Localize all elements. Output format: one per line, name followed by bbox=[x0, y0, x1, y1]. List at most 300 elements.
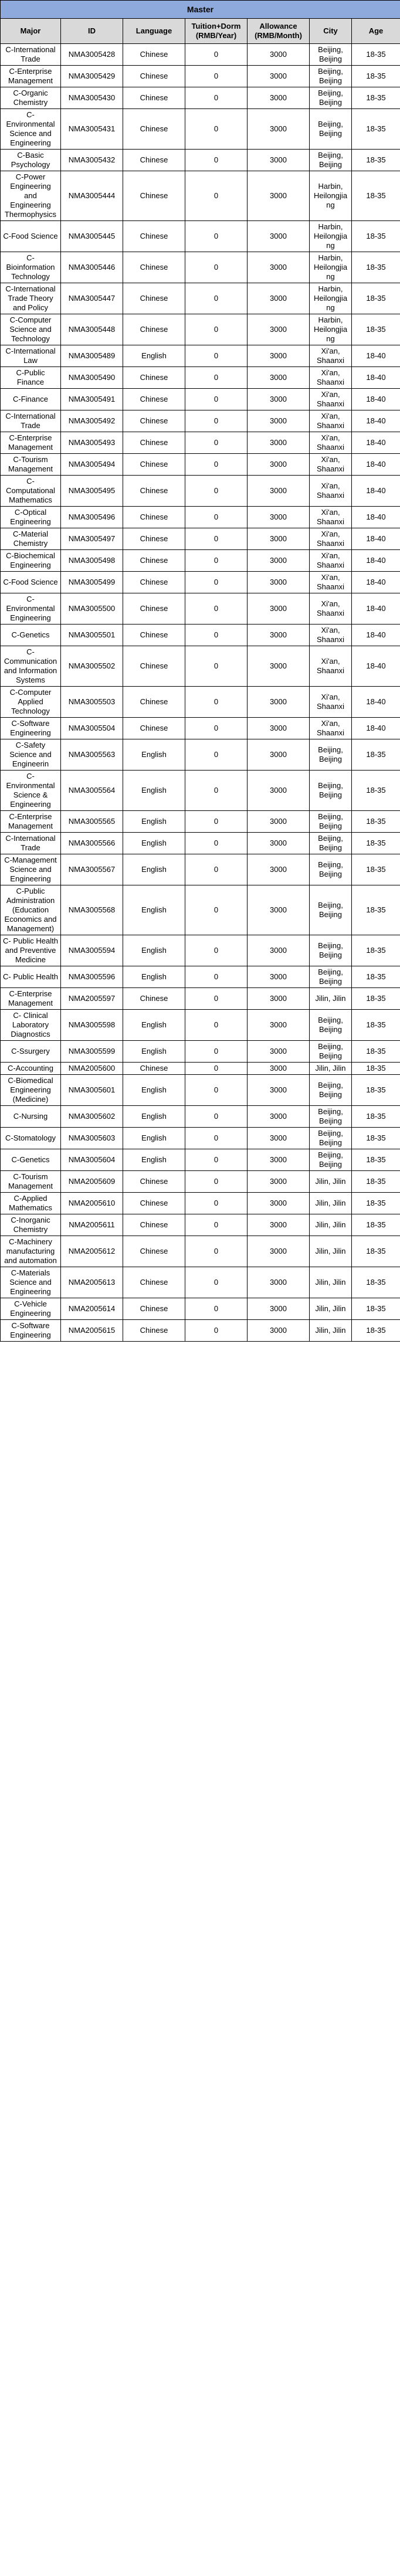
city-cell: Jilin, Jilin bbox=[310, 988, 352, 1010]
city-cell: Beijing, Beijing bbox=[310, 935, 352, 966]
id-cell: NMA3005447 bbox=[61, 283, 123, 314]
table-row bbox=[1, 1010, 400, 1041]
age-cell: 18-35 bbox=[352, 966, 400, 988]
major-cell: C-Environmental Science & Engineering bbox=[1, 771, 61, 811]
allowance-cell: 3000 bbox=[248, 811, 310, 833]
age-cell: 18-40 bbox=[352, 367, 400, 389]
major-cell: C-Bioinformation Technology bbox=[1, 252, 61, 283]
age-cell: 18-35 bbox=[352, 87, 400, 109]
id-cell: NMA3005432 bbox=[61, 150, 123, 171]
id-cell: NMA2005610 bbox=[61, 1193, 123, 1214]
header-id: ID bbox=[61, 19, 123, 44]
table-row bbox=[1, 854, 400, 885]
city-cell: Jilin, Jilin bbox=[310, 1320, 352, 1342]
table-row bbox=[1, 283, 400, 314]
language-cell: English bbox=[123, 854, 185, 885]
age-cell: 18-35 bbox=[352, 885, 400, 935]
header-allowance: Allowance (RMB/Month) bbox=[248, 19, 310, 44]
city-cell: Harbin, Heilongjiang bbox=[310, 252, 352, 283]
major-cell: C-Genetics bbox=[1, 1149, 61, 1171]
allowance-cell: 3000 bbox=[248, 833, 310, 854]
allowance-cell: 3000 bbox=[248, 1214, 310, 1236]
tuition-cell: 0 bbox=[185, 66, 248, 87]
table-row bbox=[1, 1214, 400, 1236]
tuition-cell: 0 bbox=[185, 625, 248, 646]
table-row bbox=[1, 833, 400, 854]
table-row bbox=[1, 1128, 400, 1149]
id-cell: NMA3005494 bbox=[61, 454, 123, 476]
table-row bbox=[1, 1171, 400, 1193]
id-cell: NMA2005613 bbox=[61, 1267, 123, 1298]
age-cell: 18-35 bbox=[352, 283, 400, 314]
tuition-cell: 0 bbox=[185, 252, 248, 283]
language-cell: English bbox=[123, 345, 185, 367]
age-cell: 18-35 bbox=[352, 771, 400, 811]
age-cell: 18-40 bbox=[352, 476, 400, 507]
city-cell: Beijing, Beijing bbox=[310, 1106, 352, 1128]
language-cell: Chinese bbox=[123, 410, 185, 432]
city-cell: Beijing, Beijing bbox=[310, 44, 352, 66]
age-cell: 18-35 bbox=[352, 314, 400, 345]
id-cell: NMA3005594 bbox=[61, 935, 123, 966]
allowance-cell: 3000 bbox=[248, 988, 310, 1010]
major-cell: C-Enterprise Management bbox=[1, 811, 61, 833]
id-cell: NMA3005598 bbox=[61, 1010, 123, 1041]
age-cell: 18-35 bbox=[352, 1193, 400, 1214]
city-cell: Xi'an, Shaanxi bbox=[310, 646, 352, 687]
id-cell: NMA3005431 bbox=[61, 109, 123, 150]
header-row bbox=[1, 19, 400, 44]
tuition-cell: 0 bbox=[185, 811, 248, 833]
tuition-cell: 0 bbox=[185, 1063, 248, 1075]
language-cell: English bbox=[123, 1041, 185, 1063]
tuition-cell: 0 bbox=[185, 345, 248, 367]
city-cell: Beijing, Beijing bbox=[310, 833, 352, 854]
allowance-cell: 3000 bbox=[248, 345, 310, 367]
language-cell: Chinese bbox=[123, 625, 185, 646]
id-cell: NMA3005604 bbox=[61, 1149, 123, 1171]
language-cell: Chinese bbox=[123, 988, 185, 1010]
age-cell: 18-35 bbox=[352, 109, 400, 150]
tuition-cell: 0 bbox=[185, 171, 248, 221]
table-row bbox=[1, 87, 400, 109]
major-cell: C-Machinery manufacturing and automation bbox=[1, 1236, 61, 1267]
major-cell: C-Computer Applied Technology bbox=[1, 687, 61, 718]
id-cell: NMA2005600 bbox=[61, 1063, 123, 1075]
allowance-cell: 3000 bbox=[248, 389, 310, 410]
major-cell: C-International Trade bbox=[1, 833, 61, 854]
tuition-cell: 0 bbox=[185, 1298, 248, 1320]
tuition-cell: 0 bbox=[185, 221, 248, 252]
allowance-cell: 3000 bbox=[248, 572, 310, 593]
id-cell: NMA3005499 bbox=[61, 572, 123, 593]
major-cell: C-Stomatology bbox=[1, 1128, 61, 1149]
major-cell: C-Enterprise Management bbox=[1, 66, 61, 87]
major-cell: C-Public Administration (Education Economics and Management) bbox=[1, 885, 61, 935]
table-row bbox=[1, 1075, 400, 1106]
id-cell: NMA3005448 bbox=[61, 314, 123, 345]
major-cell: C-Tourism Management bbox=[1, 454, 61, 476]
allowance-cell: 3000 bbox=[248, 367, 310, 389]
header-language: Language bbox=[123, 19, 185, 44]
major-cell: C-Software Engineering bbox=[1, 718, 61, 739]
city-cell: Jilin, Jilin bbox=[310, 1214, 352, 1236]
language-cell: Chinese bbox=[123, 389, 185, 410]
age-cell: 18-40 bbox=[352, 718, 400, 739]
major-cell: C-Ssurgery bbox=[1, 1041, 61, 1063]
age-cell: 18-35 bbox=[352, 171, 400, 221]
table-row bbox=[1, 476, 400, 507]
city-cell: Harbin, Heilongjiang bbox=[310, 283, 352, 314]
tuition-cell: 0 bbox=[185, 507, 248, 528]
major-cell: C-Applied Mathematics bbox=[1, 1193, 61, 1214]
table-row bbox=[1, 109, 400, 150]
city-cell: Xi'an, Shaanxi bbox=[310, 625, 352, 646]
allowance-cell: 3000 bbox=[248, 771, 310, 811]
major-cell: C-Materials Science and Engineering bbox=[1, 1267, 61, 1298]
major-cell: C-Environmental Engineering bbox=[1, 593, 61, 625]
allowance-cell: 3000 bbox=[248, 1320, 310, 1342]
age-cell: 18-35 bbox=[352, 66, 400, 87]
language-cell: Chinese bbox=[123, 66, 185, 87]
city-cell: Beijing, Beijing bbox=[310, 66, 352, 87]
language-cell: Chinese bbox=[123, 646, 185, 687]
city-cell: Xi'an, Shaanxi bbox=[310, 572, 352, 593]
major-cell: C-Communication and Information Systems bbox=[1, 646, 61, 687]
id-cell: NMA3005602 bbox=[61, 1106, 123, 1128]
city-cell: Xi'an, Shaanxi bbox=[310, 367, 352, 389]
language-cell: Chinese bbox=[123, 718, 185, 739]
language-cell: Chinese bbox=[123, 171, 185, 221]
id-cell: NMA3005492 bbox=[61, 410, 123, 432]
age-cell: 18-35 bbox=[352, 1063, 400, 1075]
major-cell: C- Public Health bbox=[1, 966, 61, 988]
table-row bbox=[1, 572, 400, 593]
major-cell: C-Enterprise Management bbox=[1, 432, 61, 454]
age-cell: 18-40 bbox=[352, 454, 400, 476]
table-row bbox=[1, 252, 400, 283]
city-cell: Beijing, Beijing bbox=[310, 1149, 352, 1171]
allowance-cell: 3000 bbox=[248, 593, 310, 625]
language-cell: English bbox=[123, 1128, 185, 1149]
table-row bbox=[1, 507, 400, 528]
table-row bbox=[1, 646, 400, 687]
table-row bbox=[1, 345, 400, 367]
age-cell: 18-35 bbox=[352, 1171, 400, 1193]
id-cell: NMA3005430 bbox=[61, 87, 123, 109]
language-cell: Chinese bbox=[123, 283, 185, 314]
age-cell: 18-35 bbox=[352, 1128, 400, 1149]
language-cell: English bbox=[123, 966, 185, 988]
table-row bbox=[1, 935, 400, 966]
table-row bbox=[1, 625, 400, 646]
id-cell: NMA3005446 bbox=[61, 252, 123, 283]
id-cell: NMA3005563 bbox=[61, 739, 123, 771]
age-cell: 18-40 bbox=[352, 528, 400, 550]
age-cell: 18-35 bbox=[352, 1041, 400, 1063]
table-row bbox=[1, 885, 400, 935]
table-row bbox=[1, 150, 400, 171]
allowance-cell: 3000 bbox=[248, 44, 310, 66]
age-cell: 18-35 bbox=[352, 854, 400, 885]
language-cell: Chinese bbox=[123, 252, 185, 283]
allowance-cell: 3000 bbox=[248, 87, 310, 109]
id-cell: NMA3005498 bbox=[61, 550, 123, 572]
table-row bbox=[1, 454, 400, 476]
city-cell: Jilin, Jilin bbox=[310, 1236, 352, 1267]
age-cell: 18-40 bbox=[352, 646, 400, 687]
id-cell: NMA3005428 bbox=[61, 44, 123, 66]
tuition-cell: 0 bbox=[185, 833, 248, 854]
id-cell: NMA3005502 bbox=[61, 646, 123, 687]
allowance-cell: 3000 bbox=[248, 507, 310, 528]
major-cell: C- Public Health and Preventive Medicine bbox=[1, 935, 61, 966]
allowance-cell: 3000 bbox=[248, 1267, 310, 1298]
tuition-cell: 0 bbox=[185, 1267, 248, 1298]
tuition-cell: 0 bbox=[185, 314, 248, 345]
city-cell: Harbin, Heilongjiang bbox=[310, 314, 352, 345]
allowance-cell: 3000 bbox=[248, 410, 310, 432]
language-cell: Chinese bbox=[123, 1193, 185, 1214]
major-cell: C-Optical Engineering bbox=[1, 507, 61, 528]
tuition-cell: 0 bbox=[185, 572, 248, 593]
id-cell: NMA3005565 bbox=[61, 811, 123, 833]
major-cell: C-Finance bbox=[1, 389, 61, 410]
city-cell: Beijing, Beijing bbox=[310, 87, 352, 109]
language-cell: English bbox=[123, 1106, 185, 1128]
age-cell: 18-40 bbox=[352, 389, 400, 410]
id-cell: NMA3005495 bbox=[61, 476, 123, 507]
allowance-cell: 3000 bbox=[248, 854, 310, 885]
table-row bbox=[1, 1236, 400, 1267]
major-cell: C-International Trade bbox=[1, 44, 61, 66]
allowance-cell: 3000 bbox=[248, 66, 310, 87]
age-cell: 18-40 bbox=[352, 625, 400, 646]
tuition-cell: 0 bbox=[185, 646, 248, 687]
allowance-cell: 3000 bbox=[248, 1041, 310, 1063]
city-cell: Xi'an, Shaanxi bbox=[310, 718, 352, 739]
table-row bbox=[1, 171, 400, 221]
id-cell: NMA2005614 bbox=[61, 1298, 123, 1320]
id-cell: NMA2005609 bbox=[61, 1171, 123, 1193]
table-title: Master bbox=[1, 1, 400, 19]
age-cell: 18-35 bbox=[352, 221, 400, 252]
age-cell: 18-35 bbox=[352, 988, 400, 1010]
header-city: City bbox=[310, 19, 352, 44]
language-cell: Chinese bbox=[123, 221, 185, 252]
table-row bbox=[1, 811, 400, 833]
language-cell: Chinese bbox=[123, 44, 185, 66]
city-cell: Jilin, Jilin bbox=[310, 1193, 352, 1214]
language-cell: Chinese bbox=[123, 454, 185, 476]
major-cell: C-Organic Chemistry bbox=[1, 87, 61, 109]
city-cell: Xi'an, Shaanxi bbox=[310, 528, 352, 550]
table-row bbox=[1, 410, 400, 432]
tuition-cell: 0 bbox=[185, 528, 248, 550]
id-cell: NMA2005597 bbox=[61, 988, 123, 1010]
age-cell: 18-40 bbox=[352, 572, 400, 593]
city-cell: Xi'an, Shaanxi bbox=[310, 476, 352, 507]
table-row bbox=[1, 593, 400, 625]
city-cell: Beijing, Beijing bbox=[310, 966, 352, 988]
table-row bbox=[1, 1041, 400, 1063]
language-cell: Chinese bbox=[123, 507, 185, 528]
city-cell: Beijing, Beijing bbox=[310, 109, 352, 150]
language-cell: English bbox=[123, 833, 185, 854]
age-cell: 18-35 bbox=[352, 150, 400, 171]
age-cell: 18-35 bbox=[352, 44, 400, 66]
id-cell: NMA3005429 bbox=[61, 66, 123, 87]
major-cell: C-Public Finance bbox=[1, 367, 61, 389]
age-cell: 18-35 bbox=[352, 1214, 400, 1236]
age-cell: 18-35 bbox=[352, 1106, 400, 1128]
allowance-cell: 3000 bbox=[248, 1075, 310, 1106]
table-row bbox=[1, 221, 400, 252]
major-cell: C-Software Engineering bbox=[1, 1320, 61, 1342]
language-cell: Chinese bbox=[123, 1320, 185, 1342]
city-cell: Xi'an, Shaanxi bbox=[310, 432, 352, 454]
table-row bbox=[1, 1298, 400, 1320]
id-cell: NMA3005496 bbox=[61, 507, 123, 528]
language-cell: Chinese bbox=[123, 109, 185, 150]
table-row bbox=[1, 389, 400, 410]
city-cell: Xi'an, Shaanxi bbox=[310, 410, 352, 432]
id-cell: NMA3005567 bbox=[61, 854, 123, 885]
tuition-cell: 0 bbox=[185, 1149, 248, 1171]
table-row bbox=[1, 1320, 400, 1342]
language-cell: Chinese bbox=[123, 432, 185, 454]
tuition-cell: 0 bbox=[185, 389, 248, 410]
allowance-cell: 3000 bbox=[248, 646, 310, 687]
tuition-cell: 0 bbox=[185, 150, 248, 171]
age-cell: 18-40 bbox=[352, 687, 400, 718]
city-cell: Harbin, Heilongjiang bbox=[310, 221, 352, 252]
tuition-cell: 0 bbox=[185, 1075, 248, 1106]
tuition-cell: 0 bbox=[185, 1320, 248, 1342]
allowance-cell: 3000 bbox=[248, 314, 310, 345]
table-row bbox=[1, 44, 400, 66]
major-cell: C-Material Chemistry bbox=[1, 528, 61, 550]
city-cell: Harbin, Heilongjiang bbox=[310, 171, 352, 221]
allowance-cell: 3000 bbox=[248, 1149, 310, 1171]
table-row bbox=[1, 432, 400, 454]
tuition-cell: 0 bbox=[185, 966, 248, 988]
table-row bbox=[1, 314, 400, 345]
language-cell: Chinese bbox=[123, 1171, 185, 1193]
major-cell: C-Enterprise Management bbox=[1, 988, 61, 1010]
allowance-cell: 3000 bbox=[248, 1193, 310, 1214]
tuition-cell: 0 bbox=[185, 988, 248, 1010]
age-cell: 18-35 bbox=[352, 1236, 400, 1267]
tuition-cell: 0 bbox=[185, 410, 248, 432]
id-cell: NMA3005566 bbox=[61, 833, 123, 854]
table-row bbox=[1, 1106, 400, 1128]
id-cell: NMA3005504 bbox=[61, 718, 123, 739]
age-cell: 18-35 bbox=[352, 1149, 400, 1171]
allowance-cell: 3000 bbox=[248, 1063, 310, 1075]
tuition-cell: 0 bbox=[185, 87, 248, 109]
major-cell: C-Vehicle Engineering bbox=[1, 1298, 61, 1320]
id-cell: NMA3005603 bbox=[61, 1128, 123, 1149]
language-cell: English bbox=[123, 739, 185, 771]
language-cell: Chinese bbox=[123, 1267, 185, 1298]
tuition-cell: 0 bbox=[185, 687, 248, 718]
language-cell: Chinese bbox=[123, 528, 185, 550]
tuition-cell: 0 bbox=[185, 1214, 248, 1236]
city-cell: Beijing, Beijing bbox=[310, 811, 352, 833]
major-cell: C-Nursing bbox=[1, 1106, 61, 1128]
age-cell: 18-40 bbox=[352, 345, 400, 367]
id-cell: NMA3005491 bbox=[61, 389, 123, 410]
allowance-cell: 3000 bbox=[248, 966, 310, 988]
id-cell: NMA3005490 bbox=[61, 367, 123, 389]
table-row bbox=[1, 687, 400, 718]
age-cell: 18-35 bbox=[352, 1010, 400, 1041]
id-cell: NMA3005497 bbox=[61, 528, 123, 550]
allowance-cell: 3000 bbox=[248, 885, 310, 935]
city-cell: Beijing, Beijing bbox=[310, 854, 352, 885]
tuition-cell: 0 bbox=[185, 1010, 248, 1041]
age-cell: 18-35 bbox=[352, 811, 400, 833]
city-cell: Beijing, Beijing bbox=[310, 1075, 352, 1106]
city-cell: Beijing, Beijing bbox=[310, 1041, 352, 1063]
language-cell: Chinese bbox=[123, 367, 185, 389]
language-cell: English bbox=[123, 935, 185, 966]
age-cell: 18-35 bbox=[352, 833, 400, 854]
tuition-cell: 0 bbox=[185, 739, 248, 771]
major-cell: C-International Law bbox=[1, 345, 61, 367]
tuition-cell: 0 bbox=[185, 476, 248, 507]
table-row bbox=[1, 739, 400, 771]
allowance-cell: 3000 bbox=[248, 739, 310, 771]
allowance-cell: 3000 bbox=[248, 252, 310, 283]
table-row bbox=[1, 1267, 400, 1298]
age-cell: 18-35 bbox=[352, 1267, 400, 1298]
city-cell: Xi'an, Shaanxi bbox=[310, 507, 352, 528]
id-cell: NMA3005601 bbox=[61, 1075, 123, 1106]
allowance-cell: 3000 bbox=[248, 528, 310, 550]
tuition-cell: 0 bbox=[185, 935, 248, 966]
allowance-cell: 3000 bbox=[248, 283, 310, 314]
major-cell: C-Food Science bbox=[1, 221, 61, 252]
major-cell: C-Basic Psychology bbox=[1, 150, 61, 171]
language-cell: Chinese bbox=[123, 687, 185, 718]
language-cell: Chinese bbox=[123, 476, 185, 507]
allowance-cell: 3000 bbox=[248, 432, 310, 454]
language-cell: English bbox=[123, 771, 185, 811]
tuition-cell: 0 bbox=[185, 1041, 248, 1063]
tuition-cell: 0 bbox=[185, 550, 248, 572]
city-cell: Xi'an, Shaanxi bbox=[310, 593, 352, 625]
table-row bbox=[1, 1063, 400, 1075]
language-cell: Chinese bbox=[123, 1214, 185, 1236]
age-cell: 18-40 bbox=[352, 432, 400, 454]
allowance-cell: 3000 bbox=[248, 1010, 310, 1041]
language-cell: Chinese bbox=[123, 572, 185, 593]
allowance-cell: 3000 bbox=[248, 1106, 310, 1128]
tuition-cell: 0 bbox=[185, 109, 248, 150]
major-cell: C-Computational Mathematics bbox=[1, 476, 61, 507]
allowance-cell: 3000 bbox=[248, 1128, 310, 1149]
age-cell: 18-35 bbox=[352, 1075, 400, 1106]
age-cell: 18-40 bbox=[352, 593, 400, 625]
major-cell: C-Tourism Management bbox=[1, 1171, 61, 1193]
language-cell: English bbox=[123, 1075, 185, 1106]
city-cell: Beijing, Beijing bbox=[310, 1010, 352, 1041]
language-cell: English bbox=[123, 811, 185, 833]
id-cell: NMA3005599 bbox=[61, 1041, 123, 1063]
tuition-cell: 0 bbox=[185, 718, 248, 739]
